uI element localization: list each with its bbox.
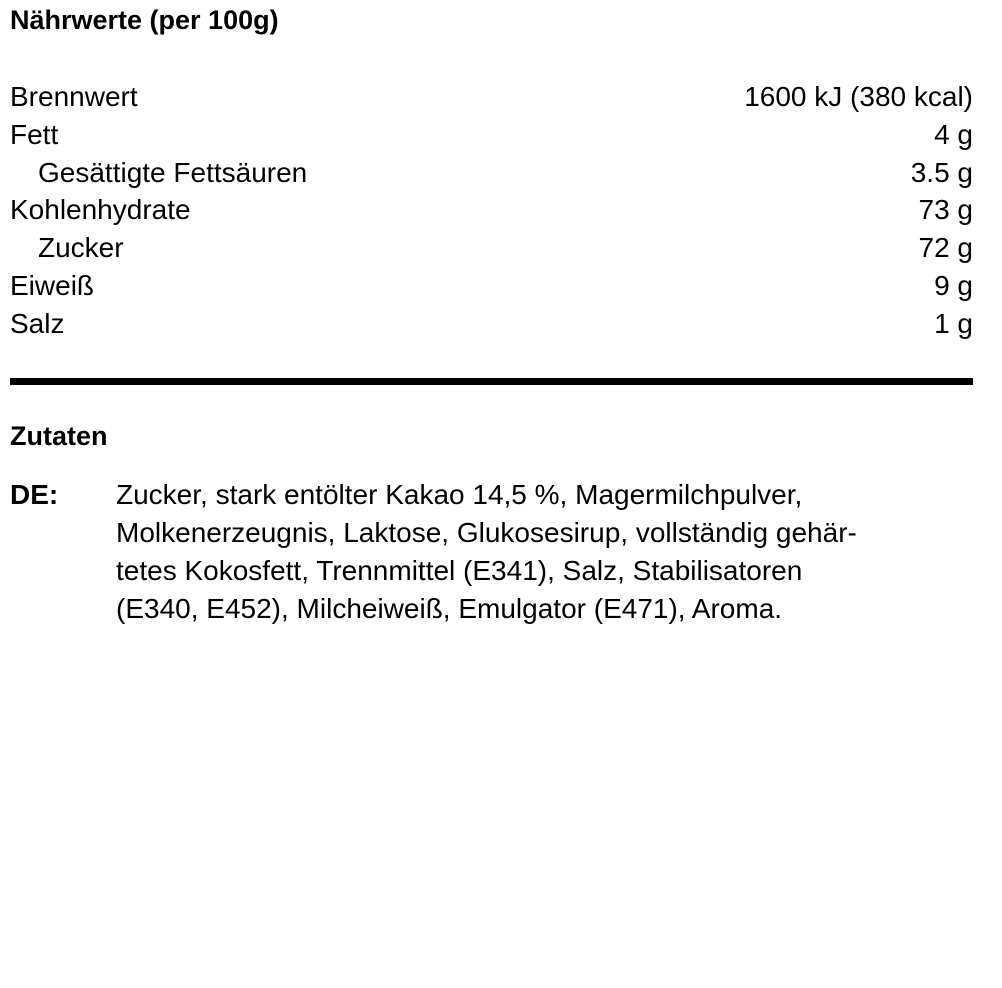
nutrient-name: Brennwert bbox=[10, 81, 138, 112]
nutrient-value: 9 g bbox=[934, 269, 973, 301]
nutrient-row-fat bbox=[10, 116, 973, 154]
nutrient-value: 72 g bbox=[918, 232, 973, 264]
language-label: DE: bbox=[10, 479, 59, 510]
ingredients-heading: Zutaten bbox=[10, 421, 108, 451]
ingredients-line: Molkenerzeugnis, Laktose, Glukosesirup, vollständig gehär- bbox=[116, 517, 857, 548]
nutrient-value: 3.5 g bbox=[910, 156, 973, 188]
nutrient-row-carbohydrates bbox=[10, 191, 973, 229]
nutrient-name: Gesättigte Fettsäuren bbox=[38, 156, 308, 188]
nutrient-name: Zucker bbox=[38, 232, 124, 264]
nutrient-row-salt bbox=[10, 305, 973, 343]
nutrient-value: 1600 kJ (380 kcal) bbox=[744, 81, 973, 112]
nutrient-row-saturated-fat bbox=[10, 154, 973, 192]
ingredients-line: (E340, E452), Milcheiweiß, Emulgator (E471), Aroma. bbox=[116, 593, 783, 624]
nutrition-heading: Nährwerte (per 100g) bbox=[10, 5, 279, 35]
nutrient-value: 4 g bbox=[934, 118, 973, 150]
nutrient-name: Kohlenhydrate bbox=[10, 194, 191, 226]
nutrient-value: 73 g bbox=[918, 194, 973, 226]
ingredients-line: Zucker, stark entölter Kakao 14,5 %, Magermilchpulver, bbox=[116, 479, 803, 510]
nutrient-name: Salz bbox=[10, 307, 65, 339]
nutrient-row-energy bbox=[10, 78, 973, 116]
ingredients-text bbox=[116, 476, 973, 628]
nutrient-name: Eiweiß bbox=[10, 269, 95, 301]
nutrient-value: 1 g bbox=[934, 307, 973, 339]
section-divider bbox=[10, 378, 973, 385]
nutrient-name: Fett bbox=[10, 118, 59, 150]
nutrient-row-protein bbox=[10, 267, 973, 305]
ingredients-line: tetes Kokosfett, Trennmittel (E341), Salz, Stabilisatoren bbox=[116, 555, 803, 586]
nutrient-row-sugar bbox=[10, 229, 973, 267]
nutrition-table bbox=[10, 78, 973, 343]
